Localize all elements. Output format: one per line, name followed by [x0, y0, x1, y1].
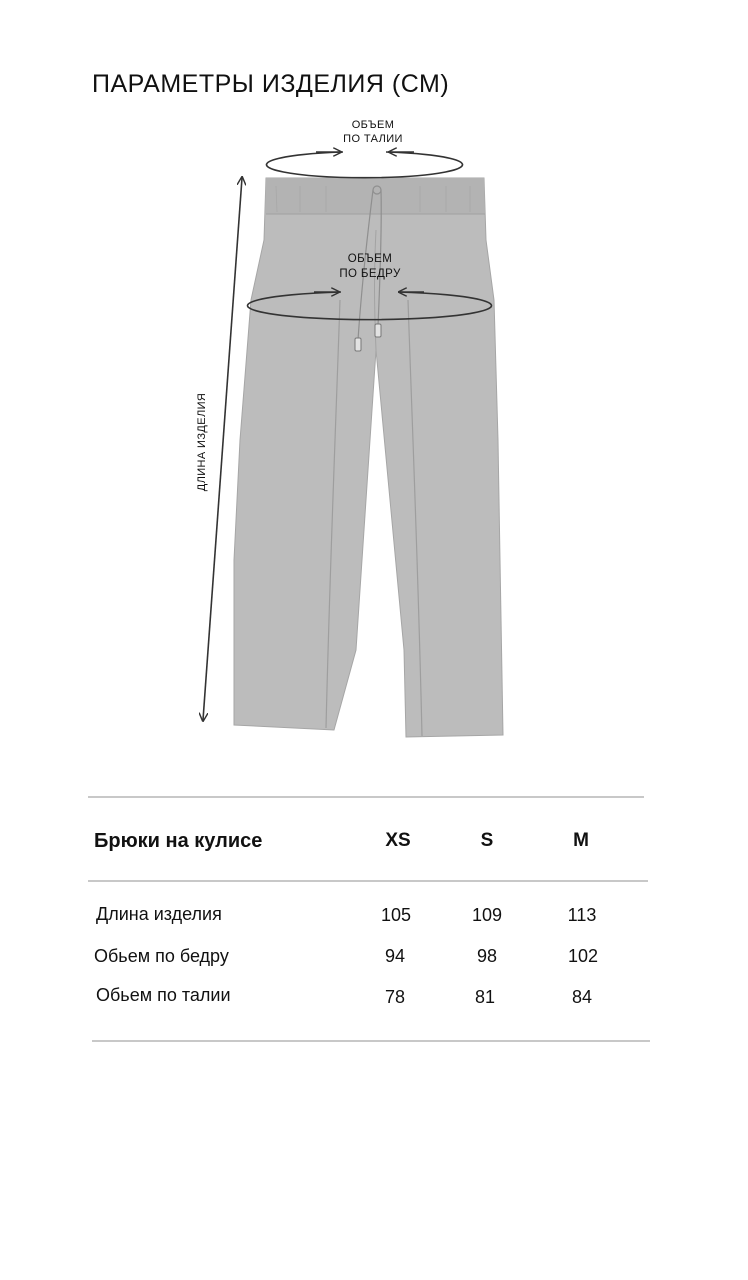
- value-waist-m: 84: [571, 987, 593, 1007]
- waist-label: [318, 118, 428, 146]
- hip-label-line-2: ПО БЕДРУ: [339, 268, 401, 280]
- value-length-m: 113: [567, 905, 597, 925]
- hip-label-line-1: ОБЪЕМ: [347, 253, 393, 265]
- product-name: Брюки на кулисе: [94, 830, 263, 852]
- value-hip-m: 102: [567, 946, 599, 966]
- length-label: ДЛИНА ИЗДЕЛИЯ: [196, 392, 208, 492]
- value-length-xs: 105: [380, 905, 412, 925]
- cord-tip-left: [355, 338, 361, 351]
- value-length-s: 109: [471, 905, 503, 925]
- value-waist-s: 81: [474, 987, 496, 1007]
- waist-label-line-2: ПО ТАЛИИ: [343, 133, 403, 145]
- hip-label: [310, 252, 430, 282]
- cord-tip-right: [375, 324, 381, 337]
- size-header-m: M: [573, 830, 589, 851]
- row-label-waist: Обьем по талии: [96, 985, 231, 1005]
- value-hip-xs: 94: [384, 946, 406, 966]
- size-header-xs: XS: [385, 830, 411, 851]
- value-waist-xs: 78: [384, 987, 406, 1007]
- row-label-length: Длина изделия: [96, 904, 222, 924]
- table-header-divider: [88, 880, 648, 882]
- table-bottom-divider: [92, 1040, 650, 1042]
- page-title: ПАРАМЕТРЫ ИЗДЕЛИЯ (СМ): [92, 70, 450, 98]
- value-hip-s: 98: [476, 946, 498, 966]
- waist-label-line-1: ОБЪЕМ: [351, 119, 395, 131]
- waistband: [265, 178, 485, 214]
- row-label-hip: Обьем по бедру: [94, 946, 229, 966]
- size-header-s: S: [480, 830, 494, 851]
- waist-measure-guide: [267, 152, 463, 178]
- table-top-divider: [88, 796, 644, 798]
